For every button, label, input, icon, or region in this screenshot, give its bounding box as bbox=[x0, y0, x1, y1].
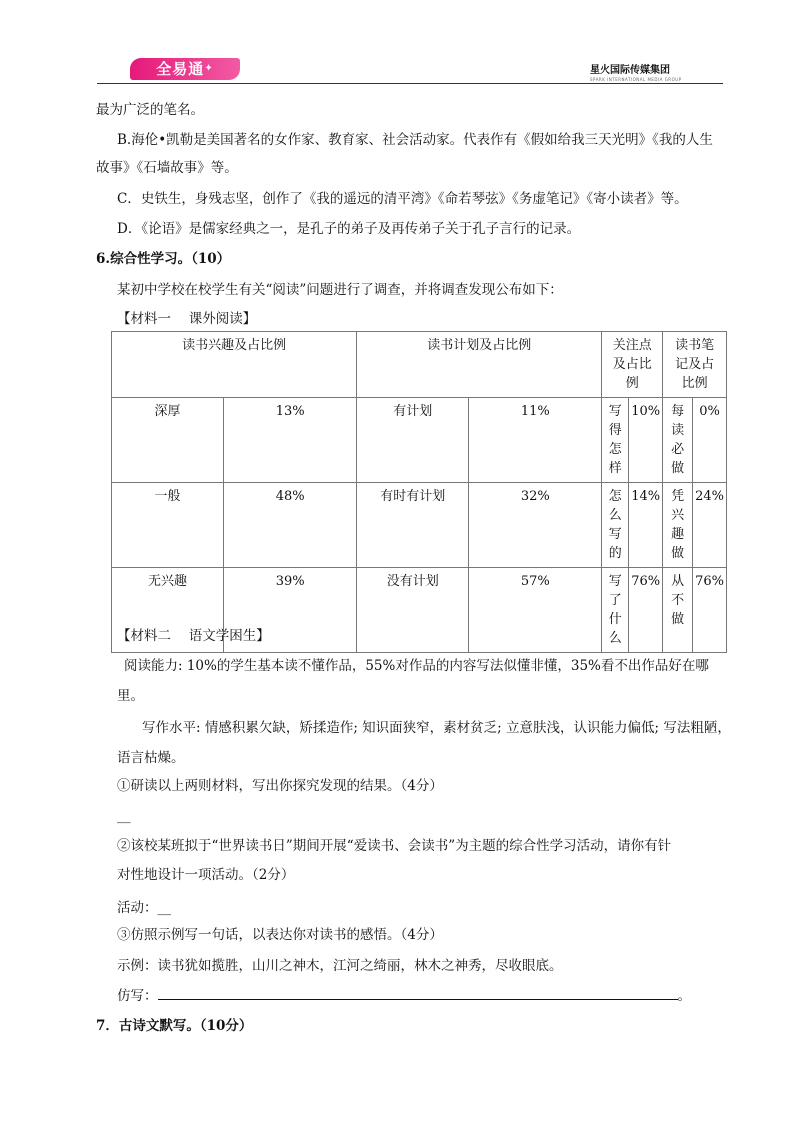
activity-line bbox=[117, 898, 171, 918]
sub-question-2-line1: ②该校某班拟于“世界读书日”期间开展“爱读书、会读书”为主题的综合性学习活动，请你有针 bbox=[117, 838, 672, 854]
reading-ability-line2: 里。 bbox=[117, 688, 144, 704]
table-cell: 写得怎样 bbox=[602, 398, 629, 483]
header-divider bbox=[97, 83, 723, 84]
table-cell: 13% bbox=[224, 398, 357, 483]
table-cell: 每读必做 bbox=[663, 398, 693, 483]
reading-ability-line1: 阅读能力: 10%的学生基本读不懂作品，55%对作品的内容写法似懂非懂，35%看不出作品好在哪 bbox=[124, 658, 709, 674]
table-row bbox=[112, 398, 727, 483]
table-cell: 24% bbox=[693, 483, 727, 568]
table-cell: 有时有计划 bbox=[357, 483, 469, 568]
table-cell: 凭兴趣做 bbox=[663, 483, 693, 568]
table-cell: 怎么写的 bbox=[602, 483, 629, 568]
table-cell: 无兴趣 bbox=[112, 568, 224, 653]
table-cell: 有计划 bbox=[357, 398, 469, 483]
table-cell: 48% bbox=[224, 483, 357, 568]
publisher-name-en: SPARK INTERNATIONAL MEDIA GROUP bbox=[590, 77, 682, 82]
writing-level-line1: 写作水平: 情感积累欠缺，矫揉造作; 知识面狭窄，素材贫乏; 立意肤浅，认识能力偏低; 写法粗陋， bbox=[142, 720, 731, 736]
table-cell: 一般 bbox=[112, 483, 224, 568]
table-cell: 写了什么 bbox=[602, 568, 629, 653]
table-header-cell: 关注点及占比例 bbox=[602, 332, 663, 398]
material-1-label: 【材料一 课外阅读】 bbox=[117, 311, 257, 327]
sub-question-2-line2: 对性地设计一项活动。（2分） bbox=[117, 867, 295, 883]
table-cell: 76% bbox=[629, 568, 663, 653]
option-b-line2: 故事》《石墙故事》等。 bbox=[96, 160, 238, 176]
question-6-intro: 某初中学校在校学生有关“阅读”问题进行了调查，并将调查发现公布如下： bbox=[117, 282, 563, 298]
activity-label: 活动： bbox=[117, 900, 158, 916]
imitate-end: 。 bbox=[677, 988, 691, 1004]
table-cell: 32% bbox=[469, 483, 602, 568]
sub-question-3: ③仿照示例写一句话，以表达你对读书的感悟。（4分） bbox=[117, 927, 443, 943]
table-cell: 没有计划 bbox=[357, 568, 469, 653]
table-cell: 从不做 bbox=[663, 568, 693, 653]
brand-logo bbox=[130, 58, 240, 80]
option-b-line1: B.海伦•凯勒是美国著名的女作家、教育家、社会活动家。代表作有《假如给我三天光明》《我的人生 bbox=[117, 132, 713, 148]
writing-level-line2: 语言枯燥。 bbox=[117, 750, 185, 766]
material-2-label: 【材料二 语文学困生】 bbox=[117, 628, 270, 644]
option-d: D．《论语》是儒家经典之一，是孔子的弟子及再传弟子关于孔子言行的记录。 bbox=[117, 221, 581, 237]
table-header-row bbox=[112, 332, 727, 398]
question-7-title: 7．古诗文默写。（10分） bbox=[96, 1018, 253, 1034]
table-cell: 14% bbox=[629, 483, 663, 568]
table-header-cell: 读书兴趣及占比例 bbox=[112, 332, 357, 398]
example-sentence: 示例：读书犹如揽胜，山川之神木，江河之绮丽，林木之神秀，尽收眼底。 bbox=[117, 958, 563, 974]
imitate-answer-blank[interactable] bbox=[158, 985, 678, 1000]
survey-table bbox=[111, 331, 727, 653]
sparkle-icon: ✦ bbox=[204, 63, 214, 74]
answer-blank-1[interactable]: __ bbox=[117, 808, 131, 824]
table-cell: 39% bbox=[224, 568, 357, 653]
table-cell: 深厚 bbox=[112, 398, 224, 483]
option-c: C．史铁生，身残志坚，创作了《我的遥远的清平湾》《命若琴弦》《务虚笔记》《寄小读者》等。 bbox=[117, 191, 688, 207]
table-cell: 11% bbox=[469, 398, 602, 483]
table-cell: 0% bbox=[693, 398, 727, 483]
table-cell: 76% bbox=[693, 568, 727, 653]
imitate-label: 仿写： bbox=[117, 988, 158, 1004]
activity-answer-blank[interactable]: __ bbox=[157, 900, 171, 916]
table-cell: 57% bbox=[469, 568, 602, 653]
table-header-cell: 读书计划及占比例 bbox=[357, 332, 602, 398]
publisher-mark bbox=[590, 61, 730, 82]
table-header-cell: 读书笔记及占比例 bbox=[663, 332, 727, 398]
publisher-name: 星火国际传媒集团 bbox=[590, 65, 670, 76]
table-row bbox=[112, 483, 727, 568]
imitate-line bbox=[117, 985, 691, 1006]
table-cell: 10% bbox=[629, 398, 663, 483]
logo-text: 全易通 bbox=[156, 60, 205, 78]
question-6-title: 6.综合性学习。（10） bbox=[96, 251, 231, 267]
option-a-tail: 最为广泛的笔名。 bbox=[96, 102, 204, 118]
sub-question-1: ①研读以上两则材料，写出你探究发现的结果。（4分） bbox=[117, 778, 443, 794]
